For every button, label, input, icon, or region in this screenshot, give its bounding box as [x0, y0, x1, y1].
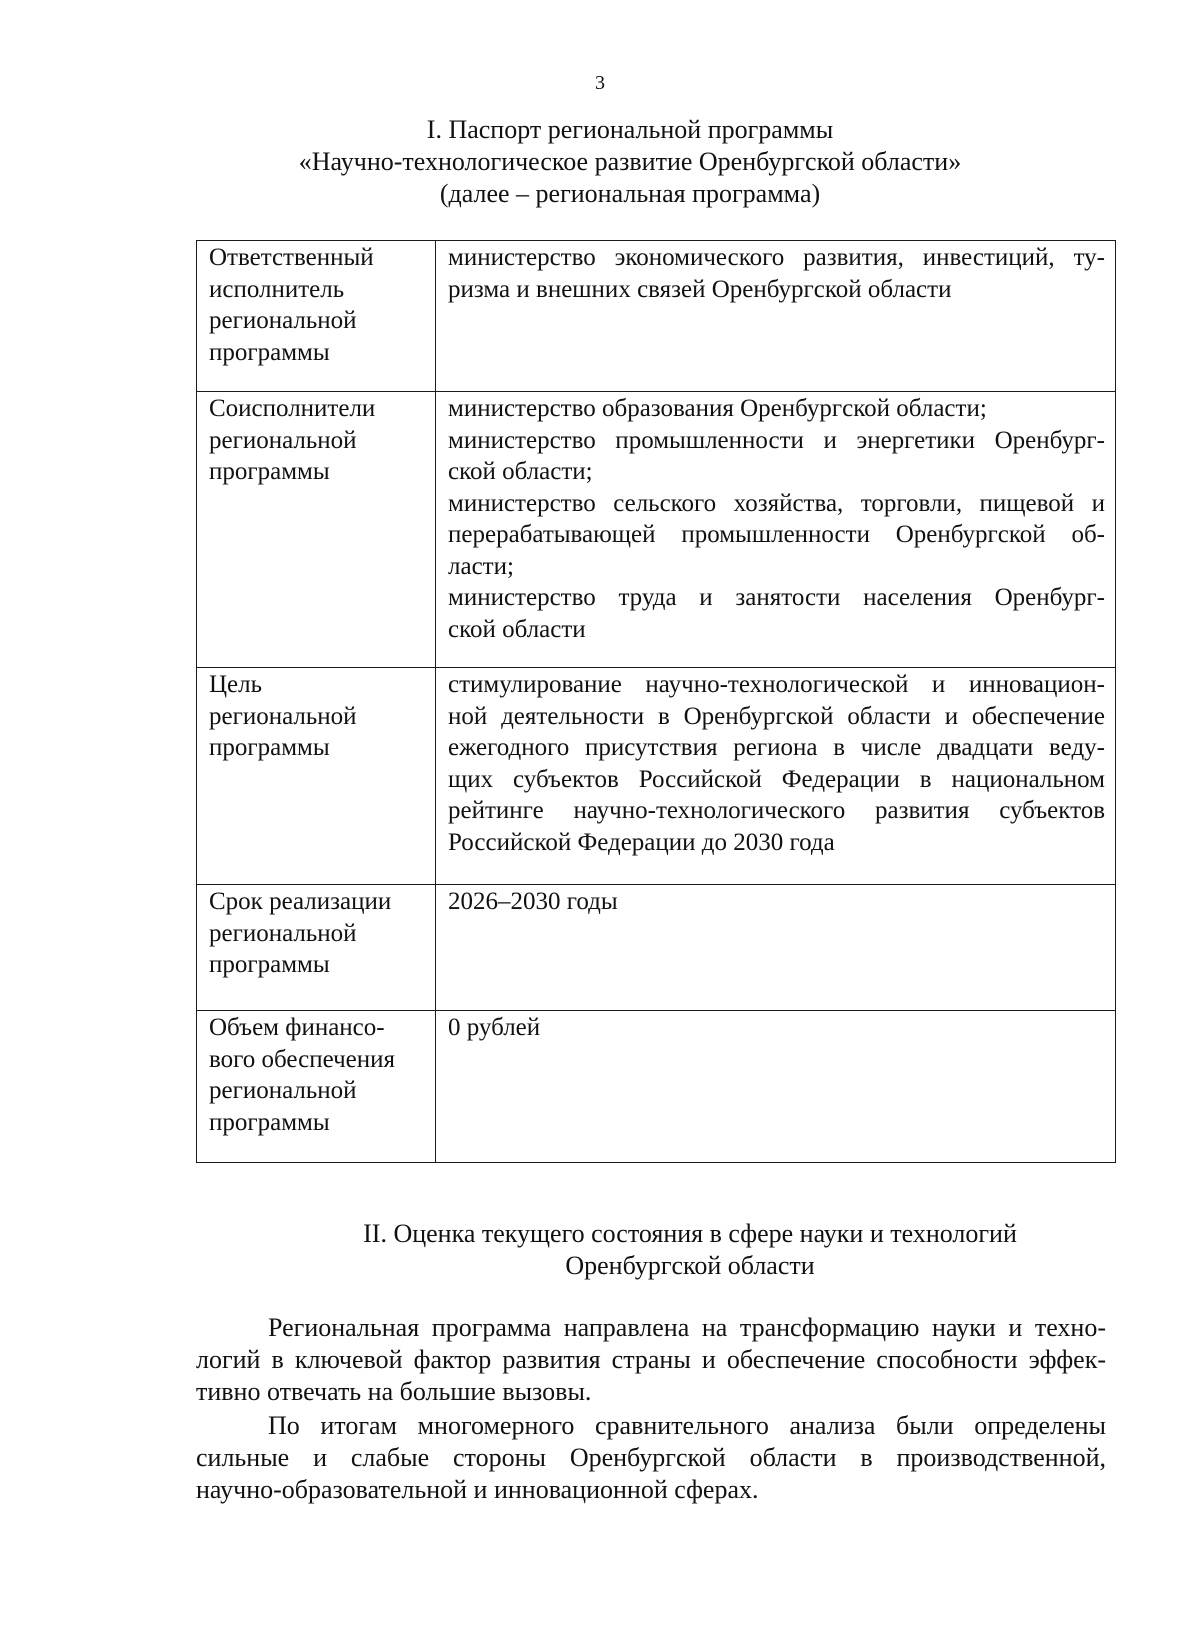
- label-line: программы: [209, 951, 330, 978]
- label-line: Срок реализации: [209, 888, 392, 915]
- value-line: Российской Федерации до 2030 года: [448, 828, 835, 856]
- value-line: 0 рублей: [448, 1014, 541, 1041]
- value-line: министерство труда и занятости населения Оренбург-: [448, 584, 1105, 611]
- value-line: щих субъектов Российской Федерации в национальном: [448, 765, 1105, 793]
- paragraph: [196, 1312, 1106, 1408]
- paragraph-line: научно-образовательной и инновационной сферах.: [196, 1475, 759, 1504]
- value-line: министерство сельского хозяйства, торговли, пищевой и: [448, 489, 1105, 517]
- table-row-goal: [197, 668, 1116, 885]
- label-line: исполнитель: [209, 275, 345, 303]
- value-line: ризма и внешних связей Оренбургской области: [448, 275, 952, 303]
- label-line: Соисполнители: [209, 395, 376, 422]
- table-row-implementation-period: [197, 885, 1116, 1011]
- row-value: [436, 885, 1116, 1011]
- value-line: стимулирование научно-технологической и инновацион-: [448, 671, 1105, 698]
- label-line: региональной: [209, 702, 357, 730]
- label-line: программы: [209, 458, 330, 485]
- value-line: перерабатывающей промышленности Оренбургской об-: [448, 521, 1105, 548]
- table-row-co-executors: [197, 392, 1116, 668]
- value-line: ской области: [448, 615, 586, 643]
- value-line: ской области;: [448, 458, 593, 485]
- label-line: региональной: [209, 426, 357, 454]
- paragraph-line: тивно отвечать на большие вызовы.: [196, 1377, 592, 1406]
- paragraph-line: сильные и слабые стороны Оренбургской области в производственной,: [196, 1443, 1106, 1472]
- value-line: ласти;: [448, 552, 514, 580]
- label-line: Объем финансо-: [209, 1014, 385, 1041]
- label-line: программы: [209, 338, 330, 366]
- label-line: Цель: [209, 671, 263, 698]
- passport-table: [196, 240, 1116, 1163]
- label-line: Ответственный: [209, 244, 374, 271]
- table-row-financing-volume: [197, 1011, 1116, 1163]
- label-line: программы: [209, 1108, 330, 1136]
- paragraph: [196, 1410, 1106, 1506]
- row-value: [436, 1011, 1116, 1163]
- label-line: вого обеспечения: [209, 1045, 395, 1073]
- section-1-title-line: I. Паспорт региональной программы: [426, 115, 834, 144]
- row-value: [436, 668, 1116, 885]
- value-line: министерство образования Оренбургской области;: [448, 395, 987, 422]
- value-line: министерство экономического развития, инвестиций, ту-: [448, 244, 1105, 271]
- section-1-title-line: (далее – региональная программа): [439, 179, 821, 208]
- row-label: [197, 392, 436, 668]
- label-line: региональной: [209, 307, 357, 334]
- row-label: [197, 241, 436, 392]
- label-line: программы: [209, 734, 330, 761]
- paragraph-line: По итогам многомерного сравнительного анализа были определены: [268, 1411, 1106, 1440]
- value-line: 2026–2030 годы: [448, 888, 618, 915]
- section-2-title: [280, 1218, 1100, 1282]
- section-1-title: [180, 114, 1080, 210]
- paragraph-line: Региональная программа направлена на трансформацию науки и техно-: [268, 1313, 1106, 1342]
- table-row-responsible-executor: [197, 241, 1116, 392]
- section-1-title-line: «Научно-технологическое развитие Оренбургской области»: [298, 147, 962, 176]
- value-line: ной деятельности в Оренбургской области и обеспечение: [448, 702, 1105, 730]
- label-line: региональной: [209, 1077, 357, 1104]
- label-line: региональной: [209, 919, 357, 947]
- page-number: 3: [595, 72, 605, 94]
- value-line: рейтинге научно-технологического развития субъектов: [448, 797, 1105, 824]
- value-line: министерство промышленности и энергетики Оренбург-: [448, 426, 1105, 454]
- value-line: ежегодного присутствия региона в числе двадцати веду-: [448, 734, 1105, 761]
- row-label: [197, 668, 436, 885]
- section-2-title-line: Оренбургской области: [565, 1251, 815, 1280]
- row-value: [436, 241, 1116, 392]
- paragraph-line: логий в ключевой фактор развития страны и обеспечение способности эффек-: [196, 1345, 1106, 1374]
- section-2-title-line: II. Оценка текущего состояния в сфере науки и технологий: [363, 1219, 1017, 1248]
- row-label: [197, 885, 436, 1011]
- row-value: [436, 392, 1116, 668]
- row-label: [197, 1011, 436, 1163]
